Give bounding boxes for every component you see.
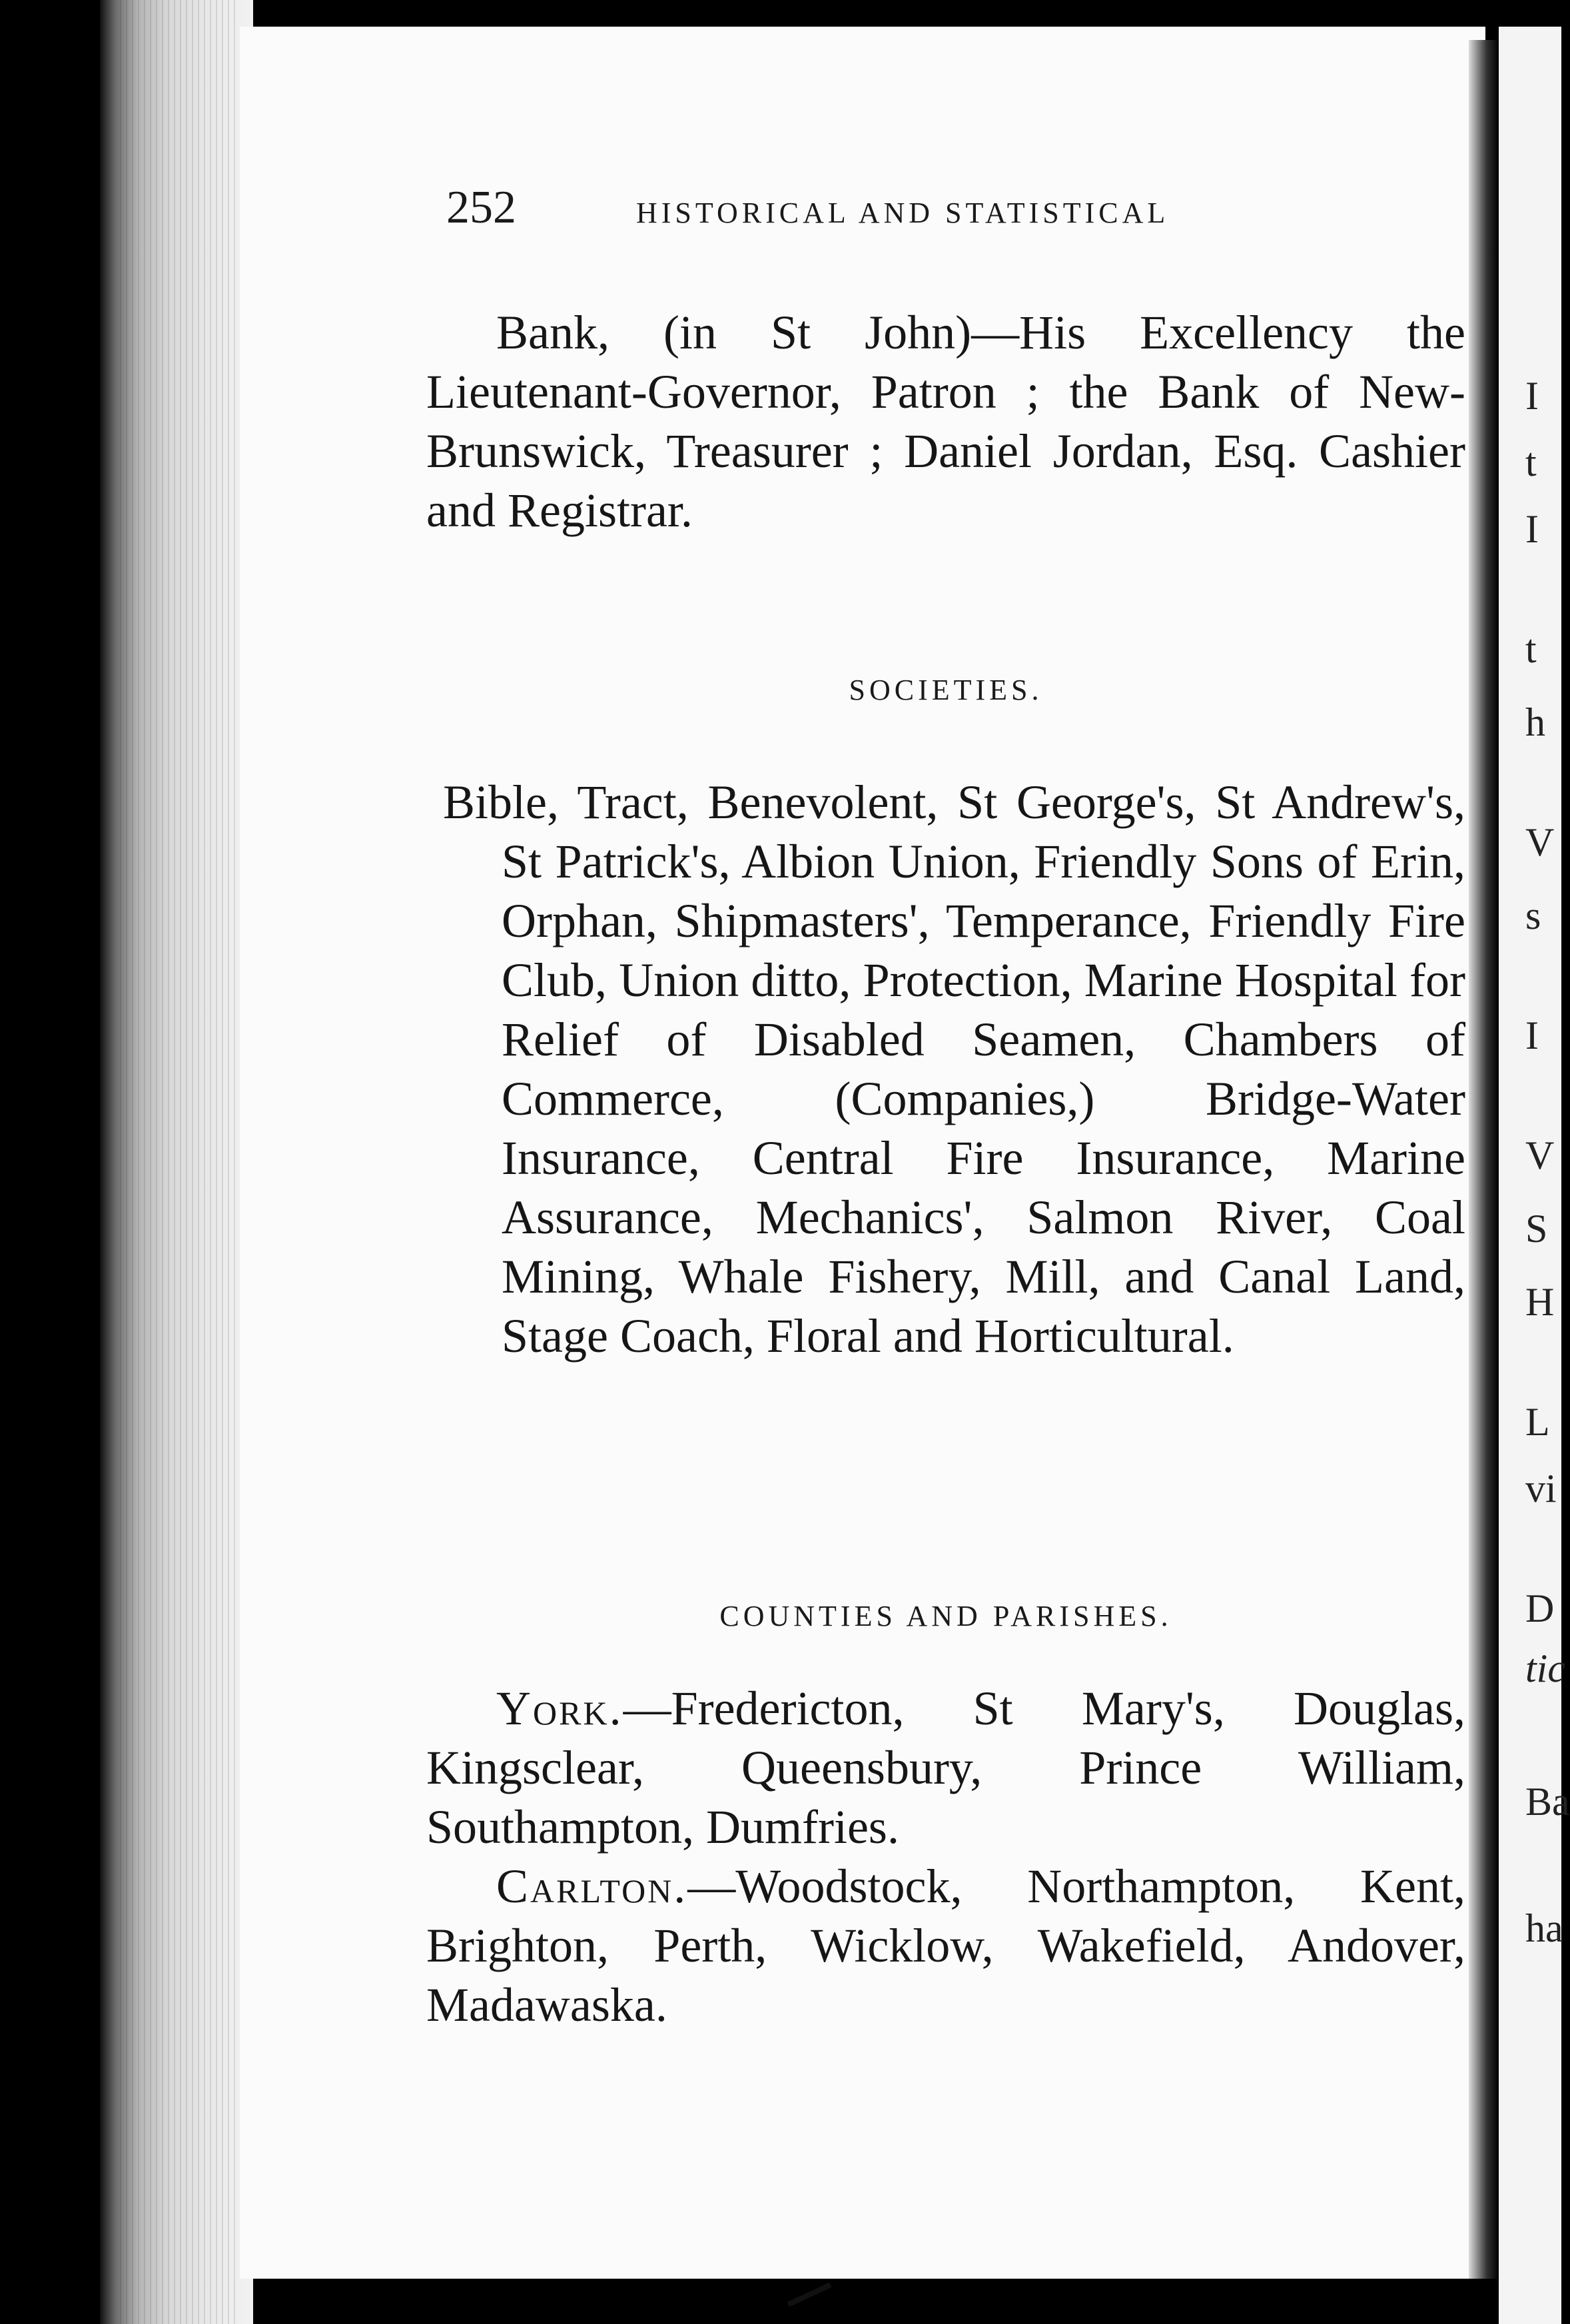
county-entry xyxy=(426,1857,1465,2035)
gutter-shadow xyxy=(1469,40,1499,2279)
facing-fragment: I xyxy=(1525,507,1539,551)
counties-section xyxy=(426,1679,1465,2035)
running-head xyxy=(446,181,1169,235)
facing-fragment: h xyxy=(1525,700,1545,744)
county-parishes: —Woodstock, Northampton, Kent, Brighton, Perth, Wicklow, Wakefield, Andover, Madawaska. xyxy=(426,1860,1465,2032)
page-number: 252 xyxy=(446,182,516,233)
running-title: HISTORICAL AND STATISTICAL xyxy=(636,197,1170,229)
facing-fragment: V xyxy=(1525,820,1555,864)
facing-fragment: t xyxy=(1525,440,1537,484)
county-name: Carlton. xyxy=(496,1860,688,1913)
facing-fragment: Ba xyxy=(1525,1780,1570,1824)
county-name: York. xyxy=(496,1682,623,1735)
societies-section xyxy=(443,773,1465,1366)
counties-heading: COUNTIES AND PARISHES. xyxy=(719,1600,1172,1632)
facing-fragment: t xyxy=(1525,627,1537,671)
facing-fragment: V xyxy=(1525,1133,1555,1177)
facing-fragment: s xyxy=(1525,893,1541,937)
facing-fragment: H xyxy=(1525,1280,1555,1324)
intro-paragraph: Bank, (in St John)—His Excellency the Lieutenant-Governor, Patron ; the Bank of New-Brunswick, Treasurer ; Daniel Jordan, Esq. Cashier and Registrar. xyxy=(426,306,1465,537)
county-entry xyxy=(426,1679,1465,1857)
scan-speck xyxy=(787,2283,832,2307)
facing-fragment: S xyxy=(1525,1207,1548,1251)
facing-fragment: vi xyxy=(1525,1466,1557,1510)
facing-fragment: I xyxy=(1525,1013,1539,1057)
intro-section xyxy=(426,303,1465,540)
county-parishes: —Fredericton, St Mary's, Douglas, Kingsclear, Queensbury, Prince William, Southampton, Dumfries. xyxy=(426,1682,1465,1854)
societies-paragraph: Bible, Tract, Benevolent, St George's, St Andrew's, St Patrick's, Albion Union, Friendly Sons of Erin, Orphan, Shipmasters', Temperance, Friendly Fire Club, Union ditto, Protection, Marine Hospital for Relief of Disabled Seamen, Chambers of Commerce, (Companies,) Bridge-Water Insurance, Central Fire Insurance, Marine Assurance, Mechanics', Salmon River, Coal Mining, Whale Fishery, Mill, and Canal Land, Stage Coach, Floral and Horticultural. xyxy=(443,776,1465,1363)
facing-fragment: L xyxy=(1525,1400,1550,1444)
facing-page-strip xyxy=(1499,27,1570,2324)
facing-fragment: I xyxy=(1525,374,1539,418)
facing-fragment: tic xyxy=(1525,1646,1565,1690)
facing-fragment: ha xyxy=(1525,1906,1563,1950)
facing-fragment: D xyxy=(1525,1586,1555,1630)
page-edge-stack xyxy=(120,0,240,2324)
societies-heading: SOCIETIES. xyxy=(849,674,1043,706)
